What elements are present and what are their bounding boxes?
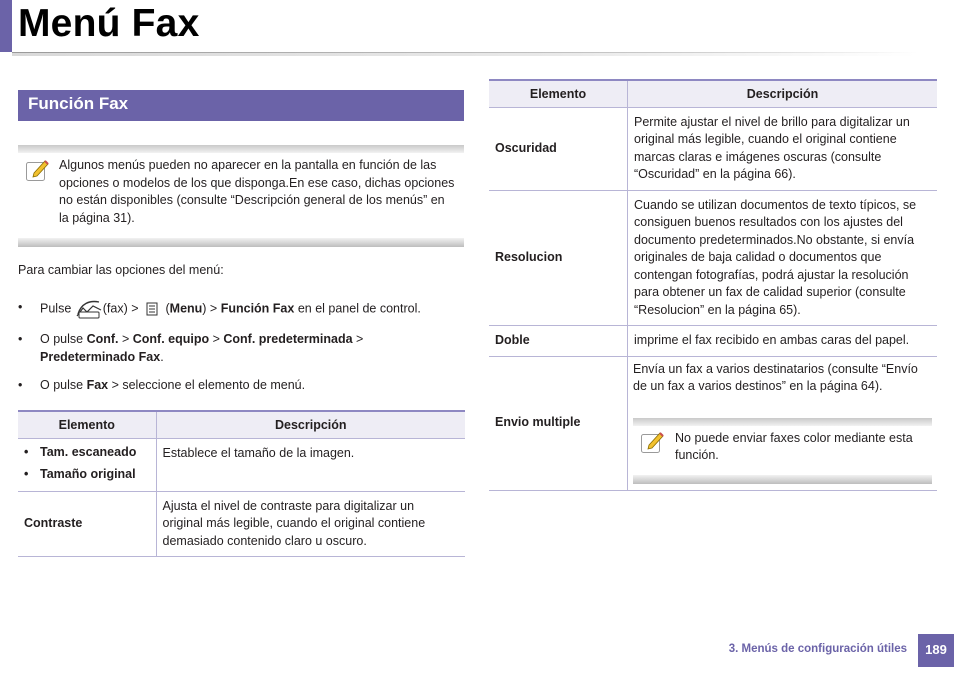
- step-bold: Función Fax: [220, 301, 295, 316]
- sub-item-text: Tamaño original: [40, 466, 136, 481]
- bullet-dot: •: [24, 444, 29, 459]
- table-row: [489, 107, 937, 190]
- desc-line: documento predeterminados.No obstante, si envía: [634, 232, 915, 247]
- step-item: [18, 376, 468, 394]
- step-text: (fax) >: [102, 301, 142, 316]
- element-cell: [18, 438, 156, 491]
- table-header-row: [18, 411, 465, 438]
- note-pencil-icon: [25, 158, 51, 182]
- step-bold: Conf. predeterminada: [223, 332, 353, 346]
- column-header: Elemento: [18, 411, 156, 438]
- desc-line: Envía un fax a varios destinatarios (consulte “Envío: [633, 361, 918, 376]
- note-line: la página 31).: [59, 210, 135, 225]
- step-text: en el panel de control.: [294, 301, 421, 316]
- note-line: Algunos menús pueden no aparecer en la pantalla en función de las: [59, 158, 437, 172]
- step-text: O pulse: [40, 378, 87, 392]
- sub-item: [24, 463, 150, 485]
- step-text: > seleccione el elemento de menú.: [108, 378, 306, 392]
- step-text: Pulse: [40, 301, 75, 316]
- table-row: [489, 190, 937, 326]
- column-header: Descripción: [156, 411, 465, 438]
- desc-line: consiguen buenos resultados con los ajustes del: [634, 215, 903, 229]
- title-rule-line: [12, 52, 917, 53]
- column-header: Elemento: [489, 80, 628, 107]
- step-bold: Conf. equipo: [132, 332, 210, 346]
- steps-list: [18, 298, 468, 404]
- note-box: [18, 145, 464, 247]
- element-cell: Envio multiple: [489, 356, 628, 490]
- note-top-bar: [18, 145, 464, 153]
- sub-item-text: Tam. escaneado: [40, 444, 137, 459]
- step-text: >: [209, 332, 224, 346]
- desc-line: “Oscuridad” en la página 66).: [634, 167, 796, 181]
- step-text: O pulse: [40, 332, 87, 346]
- note-pencil-icon: [640, 430, 666, 454]
- note-bottom-bar: [633, 475, 932, 484]
- note-line: no están disponibles (consulte “Descripción general de los menús” en: [59, 193, 445, 207]
- bullet-dot: •: [18, 300, 23, 314]
- step-text: (: [165, 301, 170, 316]
- step-bold: Fax: [86, 378, 109, 392]
- title-accent-bar: [0, 0, 12, 52]
- step-text: ) >: [202, 301, 221, 316]
- desc-line: originales de baja calidad o documentos que: [634, 250, 882, 264]
- bullet-dot: •: [18, 332, 23, 346]
- table-row: [18, 491, 465, 557]
- table-row: [18, 438, 465, 491]
- inline-note-box: [633, 418, 932, 484]
- bullet-dot: •: [18, 378, 23, 392]
- left-table: [18, 410, 465, 557]
- sub-item: [24, 441, 150, 463]
- note-line: función.: [675, 448, 719, 462]
- note-top-bar: [633, 418, 932, 426]
- step-bold: Menu: [169, 301, 203, 316]
- desc-line: Permite ajustar el nivel de brillo para digitalizar un: [634, 114, 910, 129]
- description-cell: imprime el fax recibido en ambas caras del papel.: [628, 326, 938, 357]
- note-line: No puede enviar faxes color mediante esta: [675, 430, 913, 445]
- desc-line: original más legible, cuando el original contiene: [162, 516, 426, 530]
- description-cell: [628, 107, 938, 190]
- menu-icon: [144, 301, 160, 317]
- page-number: 189: [918, 634, 954, 667]
- table-row: [489, 356, 937, 490]
- element-cell: Doble: [489, 326, 628, 357]
- desc-line: contengan fotografías, podrá ajustar la resolución: [634, 267, 909, 282]
- section-heading: Función Fax: [18, 90, 464, 121]
- right-table: [489, 79, 937, 491]
- step-bold: Conf.: [86, 332, 119, 346]
- intro-text: Para cambiar las opciones del menú:: [18, 263, 224, 277]
- footer-chapter: 3. Menús de configuración útiles: [728, 643, 907, 655]
- desc-line: demasiado contenido claro u oscuro.: [162, 533, 367, 548]
- description-cell: [156, 438, 465, 491]
- page-title: Menú Fax: [18, 2, 200, 45]
- note-text: [59, 157, 464, 227]
- table-row: [489, 326, 937, 357]
- desc-line: Cuando se utilizan documentos de texto típicos, se: [634, 197, 917, 212]
- step-text: >: [118, 332, 133, 346]
- step-bold: Predeterminado Fax: [40, 350, 161, 364]
- element-cell: Oscuridad: [489, 107, 628, 190]
- step-text: >: [352, 332, 364, 346]
- fax-icon: [75, 298, 103, 320]
- note-text: [675, 430, 930, 465]
- element-cell: Contraste: [18, 491, 156, 557]
- step-text: .: [160, 350, 164, 364]
- step-item: [18, 330, 468, 366]
- desc-line: Establece el tamaño de la imagen.: [162, 445, 355, 460]
- desc-line: “Resolucion” en la página 65).: [634, 302, 801, 317]
- column-header: Descripción: [628, 80, 938, 107]
- element-cell: Resolucion: [489, 190, 628, 326]
- desc-line: para obtener un fax de calidad superior (consulte: [634, 285, 906, 299]
- bullet-dot: •: [24, 466, 29, 481]
- desc-line: de un fax a varios destinos” en la página 64).: [633, 379, 883, 393]
- note-bottom-bar: [18, 238, 464, 247]
- desc-line: original más legible, cuando el original contiene: [634, 132, 897, 146]
- desc-line: Ajusta el nivel de contraste para digitalizar un: [162, 498, 415, 513]
- desc-line: marcas claras e imágenes oscuras (consulte: [634, 149, 882, 164]
- table-header-row: [489, 80, 937, 107]
- step-item: [18, 298, 468, 320]
- description-cell: [156, 491, 465, 557]
- description-cell: [628, 190, 938, 326]
- description-cell: [628, 356, 938, 490]
- note-line: opciones o modelos de los que disponga.En ese caso, dichas opciones: [59, 175, 455, 190]
